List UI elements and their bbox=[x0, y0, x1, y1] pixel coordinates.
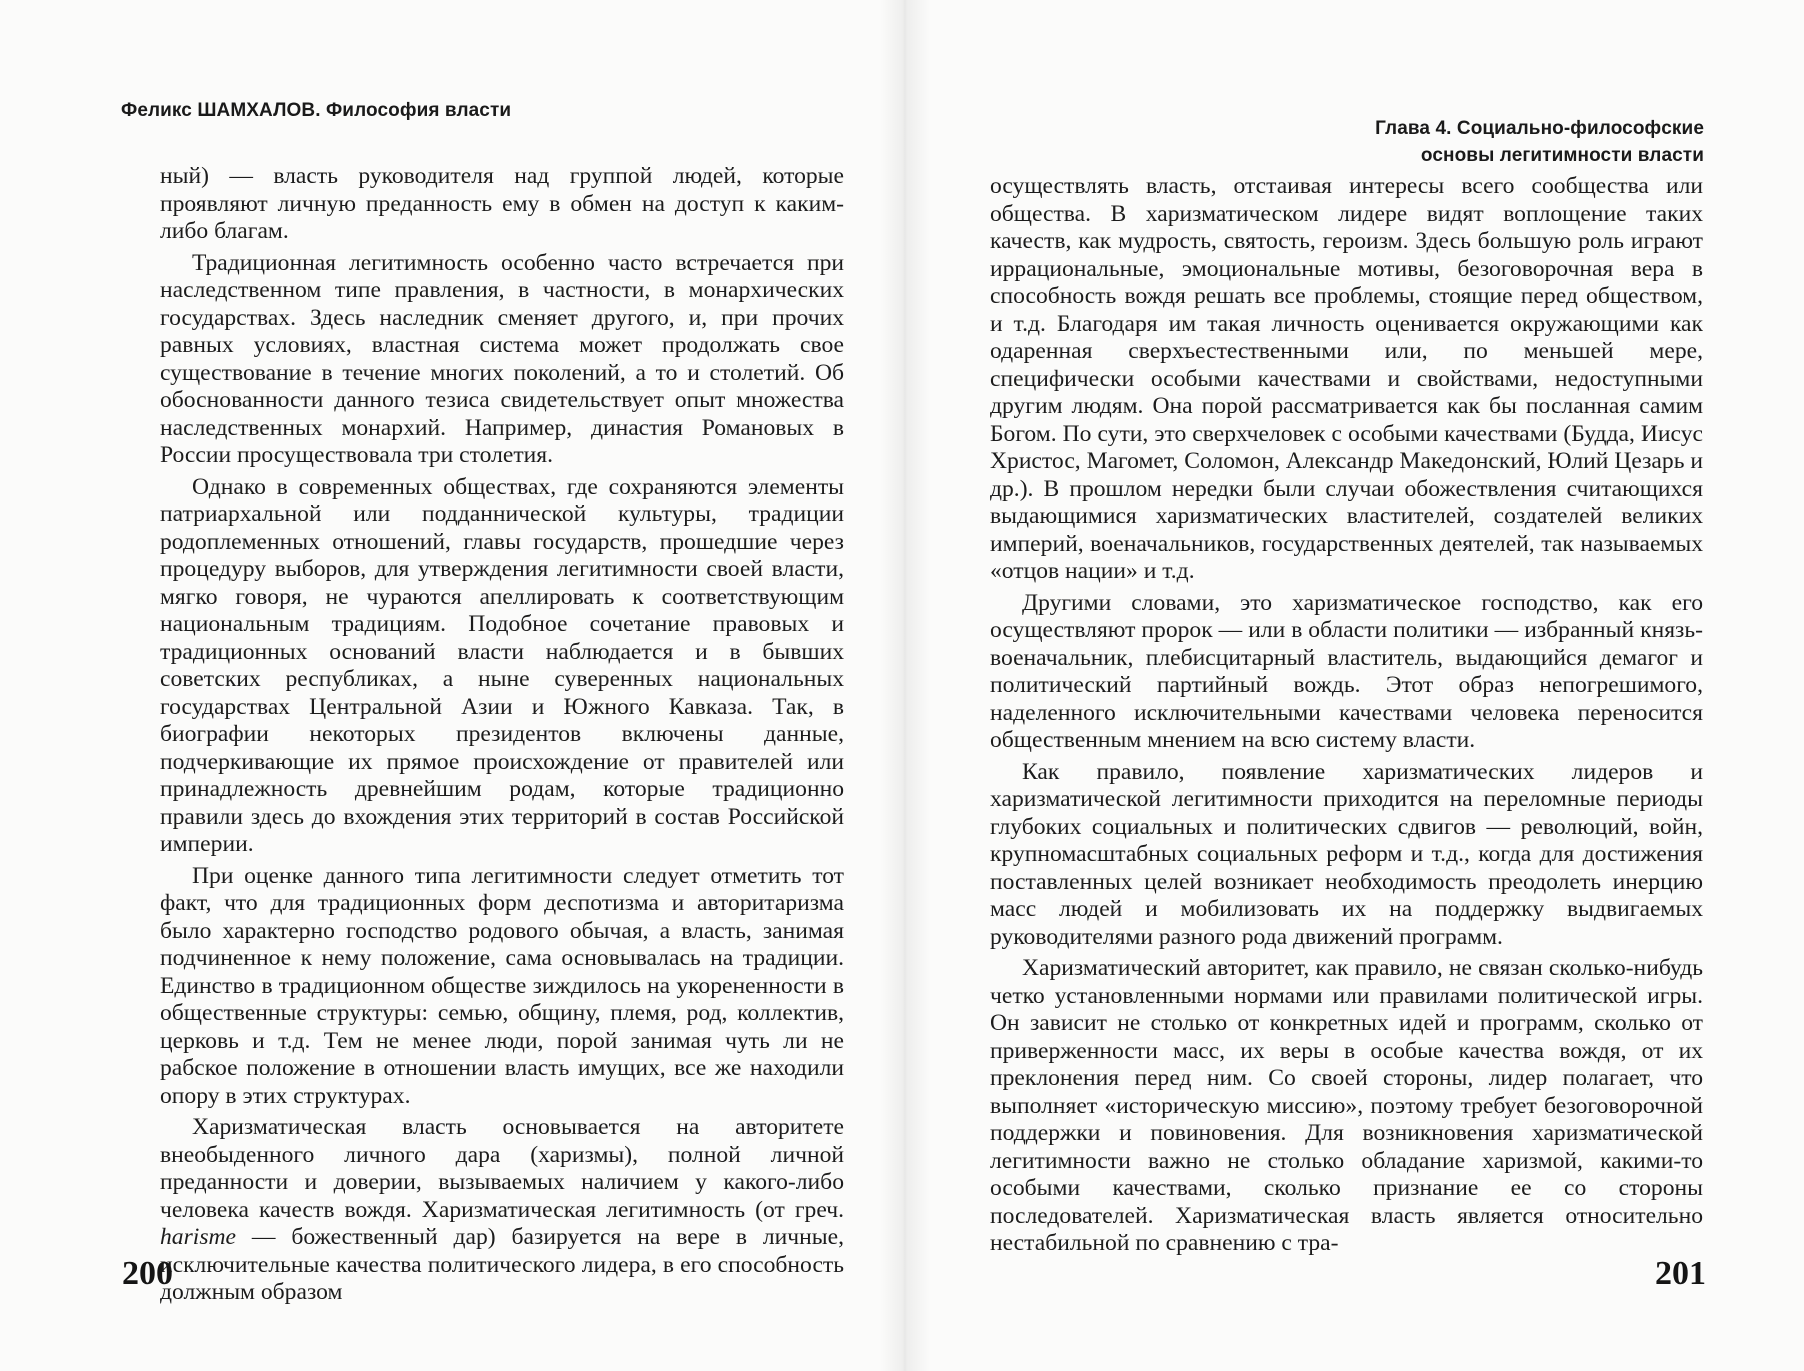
paragraph: Однако в современных обществах, где сохраняются элементы патриархальной или подданнической культуры, традиции родоплеменных отношений, главы государств, прошедшие через процедуру выборов, для утверждения легитимности своей власти, мягко говоря, не чураются апеллировать к соответствующим национальным традициям. Подобное сочетание правовых и традиционных оснований власти наблюдается и в бывших советских республиках, а ныне суверенных национальных государствах Центральной Азии и Южного Кавказа. Так, в биографии некоторых президентов включены данные, подчеркивающие их прямое происхождение от правителей или принадлежность древнейшим родам, которые традиционно правили здесь до вхождения этих территорий в состав Российской империи. bbox=[160, 473, 844, 857]
chapter-title-line: Глава 4. Социально-философские bbox=[1375, 118, 1704, 139]
paragraph: При оценке данного типа легитимности следует отметить тот факт, что для традиционных форм деспотизма и авторитаризма было характерно господство родового обычая, а власть, занимая подчиненное к нему положение, сама основывалась на традиции. Единство в традиционном обществе зиждилось на укорененности в общественные структуры: семью, общину, племя, род, коллектив, церковь и т.д. Тем не менее люди, порой занимая чуть ли не рабское положение в отношении власть имущих, все же находили опору в этих структурах. bbox=[160, 862, 844, 1109]
foreign-term: harisme bbox=[160, 1224, 237, 1250]
chapter-title-line: основы легитимности власти bbox=[1420, 145, 1704, 166]
right-page-number: 201 bbox=[1655, 1255, 1706, 1292]
right-page bbox=[902, 0, 1804, 1371]
paragraph-text: Харизматическая власть основывается на авторитете внеобыденного личного дара (харизмы), полной личной преданности и доверии, вызываемых наличием у какого-либо человека качеств вождя. Харизматическая легитимность (от греч. bbox=[160, 1114, 844, 1223]
paragraph-charismatic bbox=[160, 1114, 844, 1307]
paragraph: Другими словами, это харизматическое господство, как его осуществляют пророк — или в области политики — избранный князь-военачальник, плебисцитарный властитель, выдающийся демагог и политический партийный вождь. Этот образ непогрешимого, наделенного исключительными качествами человека переносится общественным мнением на всю систему власти. bbox=[990, 589, 1703, 753]
paragraph: Харизматический авторитет, как правило, не связан сколько-нибудь четко установленными нормами или правилами политической игры. Он зависит не столько от конкретных идей и программ, сколько от приверженности масс, их веры в особые качества вождя, от их преклонения перед ним. Со своей стороны, лидер полагает, что выполняет «историческую миссию», поэтому требует безоговорочной поддержки и повиновения. Для возникновения харизматической легитимности важно не столько обладание харизмой, какими-то особыми качествами, сколько признание ее со стороны последователей. Харизматическая власть является относительно нестабильной по сравнению с тра- bbox=[990, 955, 1703, 1256]
paragraph: осуществлять власть, отстаивая интересы всего сообщества или общества. В харизматическом лидере видят воплощение таких качеств, как мудрость, святость, героизм. Здесь большую роль играют иррациональные, эмоциональные мотивы, безоговорочная вера в способность вождя решать все проблемы, стоящие перед обществом, и т.д. Благодаря им такая личность оценивается окружающими как одаренная сверхъестественными или, по меньшей мере, специфически особыми качествами и свойствами, недоступными другим людям. Она порой рассматривается как бы посланная самим Богом. По сути, это сверхчеловек с особыми качествами (Будда, Иисус Христос, Магомет, Соломон, Александр Македонский, Юлий Цезарь и др.). В прошлом нередки были случаи обожествления считающихся выдающимися харизматических властителей, создателей великих империй, военачальников, государственных деятелей, так называемых «отцов нации» и т.д. bbox=[990, 173, 1703, 584]
right-text-block bbox=[990, 173, 1703, 1258]
paragraph: Как правило, появление харизматических лидеров и харизматической легитимности приходится на переломные периоды глубоких социальных и политических сдвигов — революций, войн, крупномасштабных социальных реформ и т.д., когда для достижения поставленных целей возникает необходимость преодолеть инерцию масс людей и мобилизовать их на поддержку выдвигаемых руководителями разного рода движений программ. bbox=[990, 758, 1703, 950]
left-page-number: 200 bbox=[122, 1255, 173, 1292]
left-text-block bbox=[160, 163, 844, 1307]
paragraph: ный) — власть руководителя над группой людей, которые проявляют личную преданность ему в обмен на доступ к каким-либо благам. bbox=[160, 163, 844, 244]
right-running-head bbox=[1375, 115, 1704, 169]
left-running-head: Феликс ШАМХАЛОВ. Философия власти bbox=[121, 100, 512, 121]
paragraph-text: — божественный дар) базируется на вере в личные, исключительные качества политического лидера, в его способность должным образом bbox=[160, 1224, 844, 1305]
paragraph: Традиционная легитимность особенно часто встречается при наследственном типе правления, в частности, в монархических государствах. Здесь наследник сменяет другого, и, при прочих равных условиях, властная система может продолжать свое существование в течение многих поколений, а то и столетий. Об обоснованности данного тезиса свидетельствует опыт множества наследственных монархий. Например, династия Романовых в России просуществовала три столетия. bbox=[160, 249, 844, 468]
